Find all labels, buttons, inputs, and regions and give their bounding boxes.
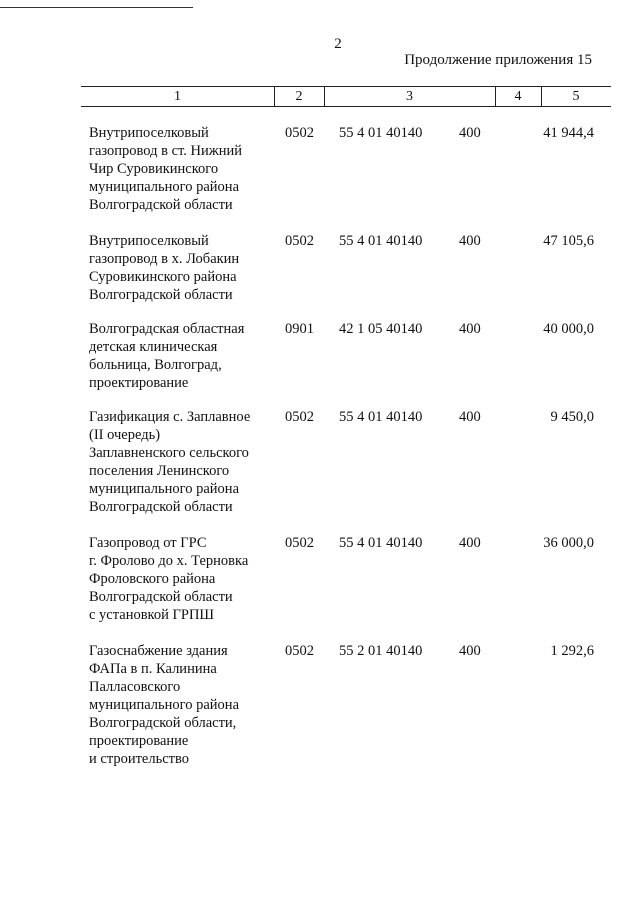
top-left-rule	[0, 7, 193, 8]
row-section: 0502	[285, 409, 314, 425]
row-name: Газоснабжение здания ФАПа в п. Калинина Палласовского муниципального района Волгоградской области, проектирование и строительство	[89, 643, 239, 767]
row-code: 55 4 01 40140	[339, 535, 423, 551]
row-name: Внутрипоселковый газопровод в ст. Нижний Чир Суровикинского муниципального района Волгоградской области	[89, 125, 243, 213]
row-name: Внутрипоселковый газопровод в х. Лобакин Суровикинского района Волгоградской области	[89, 233, 240, 303]
row-section: 0502	[285, 643, 314, 659]
appendix-continuation-label: Продолжение приложения 15	[404, 52, 592, 68]
row-amount: 36 000,0	[543, 535, 594, 551]
row-code: 55 4 01 40140	[339, 125, 423, 141]
row-section: 0502	[285, 233, 314, 249]
row-type: 400	[459, 535, 481, 551]
row-type: 400	[459, 643, 481, 659]
header-col-2: 2	[295, 89, 303, 104]
row-amount: 9 450,0	[550, 409, 594, 425]
row-name: Волгоградская областная детская клиническая больница, Волгоград, проектирование	[89, 321, 245, 391]
header-col-5: 5	[572, 89, 580, 104]
row-type: 400	[459, 125, 481, 141]
row-section: 0901	[285, 321, 314, 337]
page-number: 2	[334, 36, 342, 52]
row-amount: 41 944,4	[543, 125, 594, 141]
header-col-4: 4	[514, 89, 522, 104]
row-section: 0502	[285, 535, 314, 551]
header-col-1: 1	[174, 89, 181, 104]
header-col-3: 3	[406, 89, 413, 104]
row-type: 400	[459, 409, 481, 425]
row-code: 55 4 01 40140	[339, 409, 423, 425]
row-code: 42 1 05 40140	[339, 321, 423, 337]
table-header-row	[81, 86, 611, 107]
row-amount: 47 105,6	[543, 233, 594, 249]
row-amount: 1 292,6	[550, 643, 594, 659]
row-code: 55 4 01 40140	[339, 233, 423, 249]
row-amount: 40 000,0	[543, 321, 594, 337]
row-type: 400	[459, 321, 481, 337]
row-name: Газификация с. Заплавное (II очередь) Заплавненского сельского поселения Ленинского муниципального района Волгоградской области	[89, 409, 251, 515]
row-section: 0502	[285, 125, 314, 141]
row-name: Газопровод от ГРС г. Фролово до х. Терновка Фроловского района Волгоградской области с установкой ГРПШ	[89, 535, 249, 623]
row-type: 400	[459, 233, 481, 249]
row-code: 55 2 01 40140	[339, 643, 423, 659]
